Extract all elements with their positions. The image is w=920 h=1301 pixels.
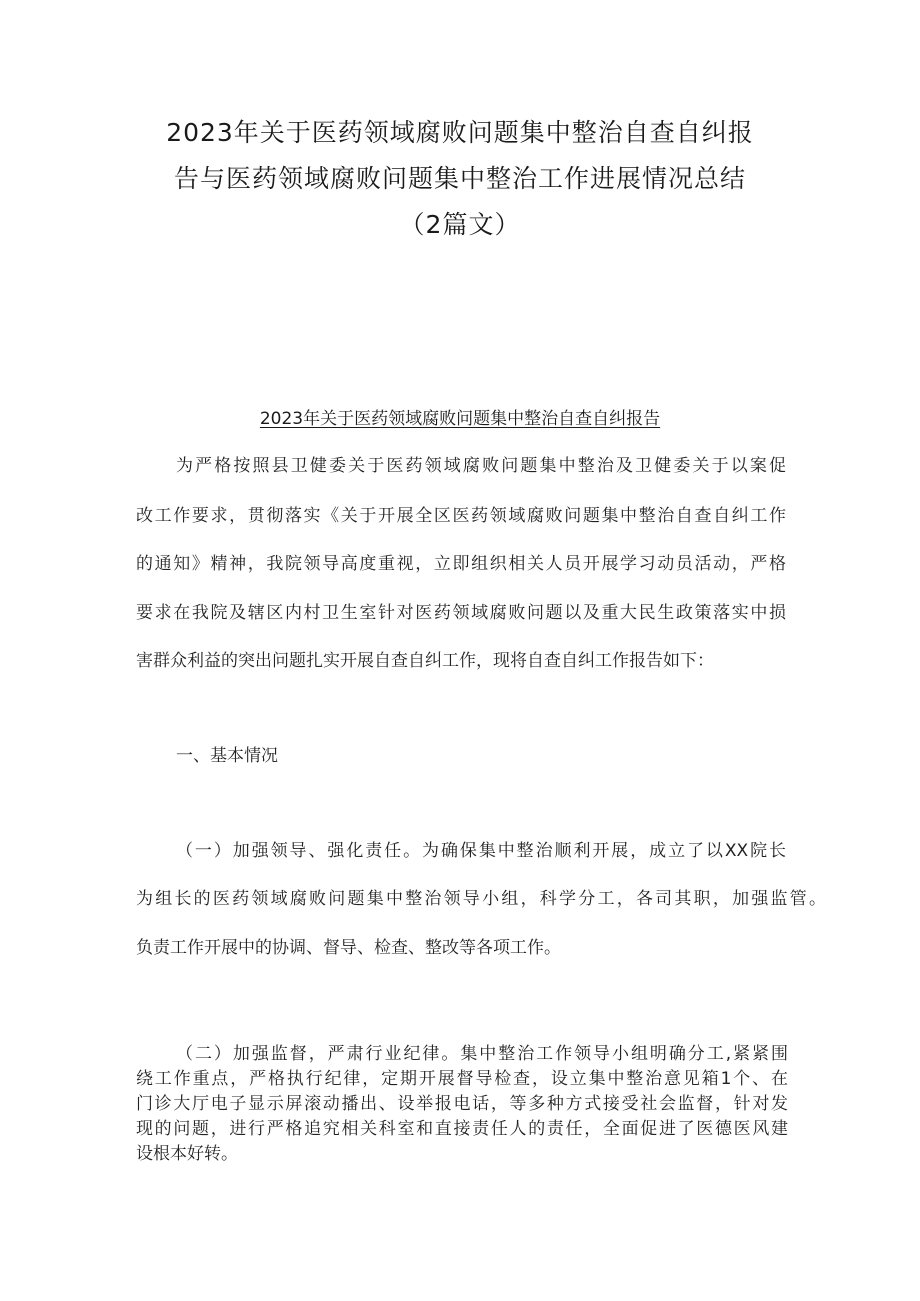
document-title-line-3: （2篇文） <box>399 210 521 239</box>
para2-line-3: 门诊大厅电子显示屏滚动播出、设举报电话，等多种方式接受社会监督，针对发 <box>136 1094 788 1114</box>
intro-line-2: 改工作要求，贯彻落实《关于开展全区医药领域腐败问题集中整治自查自纠工作 <box>136 506 786 526</box>
para1-line-2: 为组长的医药领域腐败问题集中整治领导小组，科学分工，各司其职，加强监管。 <box>136 889 826 909</box>
para2-line-2: 绕工作重点，严格执行纪律，定期开展督导检查，设立集中整治意见箱1个、在 <box>136 1069 788 1089</box>
document-title-line-2: 告与医药领域腐败问题集中整治工作进展情况总结 <box>173 164 746 193</box>
intro-line-3: 的通知》精神，我院领导高度重视，立即组织相关人员开展学习动员活动，严格 <box>136 554 786 574</box>
section-heading-basic-situation: 一、基本情况 <box>176 746 278 766</box>
report-subtitle: 2023年关于医药领域腐败问题集中整治自查自纠报告 <box>259 409 661 429</box>
para1-line-1: （一）加强领导、强化责任。为确保集中整治顺利开展，成立了以XX院长 <box>176 841 786 861</box>
para2-line-5: 设根本好转。 <box>136 1144 238 1164</box>
intro-line-1: 为严格按照县卫健委关于医药领域腐败问题集中整治及卫健委关于以案促 <box>176 456 786 476</box>
intro-line-4: 要求在我院及辖区内村卫生室针对医药领域腐败问题以及重大民生政策落实中损 <box>136 603 786 623</box>
intro-line-5: 害群众利益的突出问题扎实开展自查自纠工作，现将自查自纠工作报告如下： <box>136 651 714 671</box>
para2-line-1: （二）加强监督，严肃行业纪律。集中整治工作领导小组明确分工,紧紧围 <box>176 1044 788 1064</box>
document-title-line-1: 2023年关于医药领域腐败问题集中整治自查自纠报 <box>166 118 754 147</box>
para2-line-4: 现的问题，进行严格追究相关科室和直接责任人的责任，全面促进了医德医风建 <box>136 1119 788 1139</box>
para1-line-3: 负责工作开展中的协调、督导、检查、整改等各项工作。 <box>136 938 561 958</box>
